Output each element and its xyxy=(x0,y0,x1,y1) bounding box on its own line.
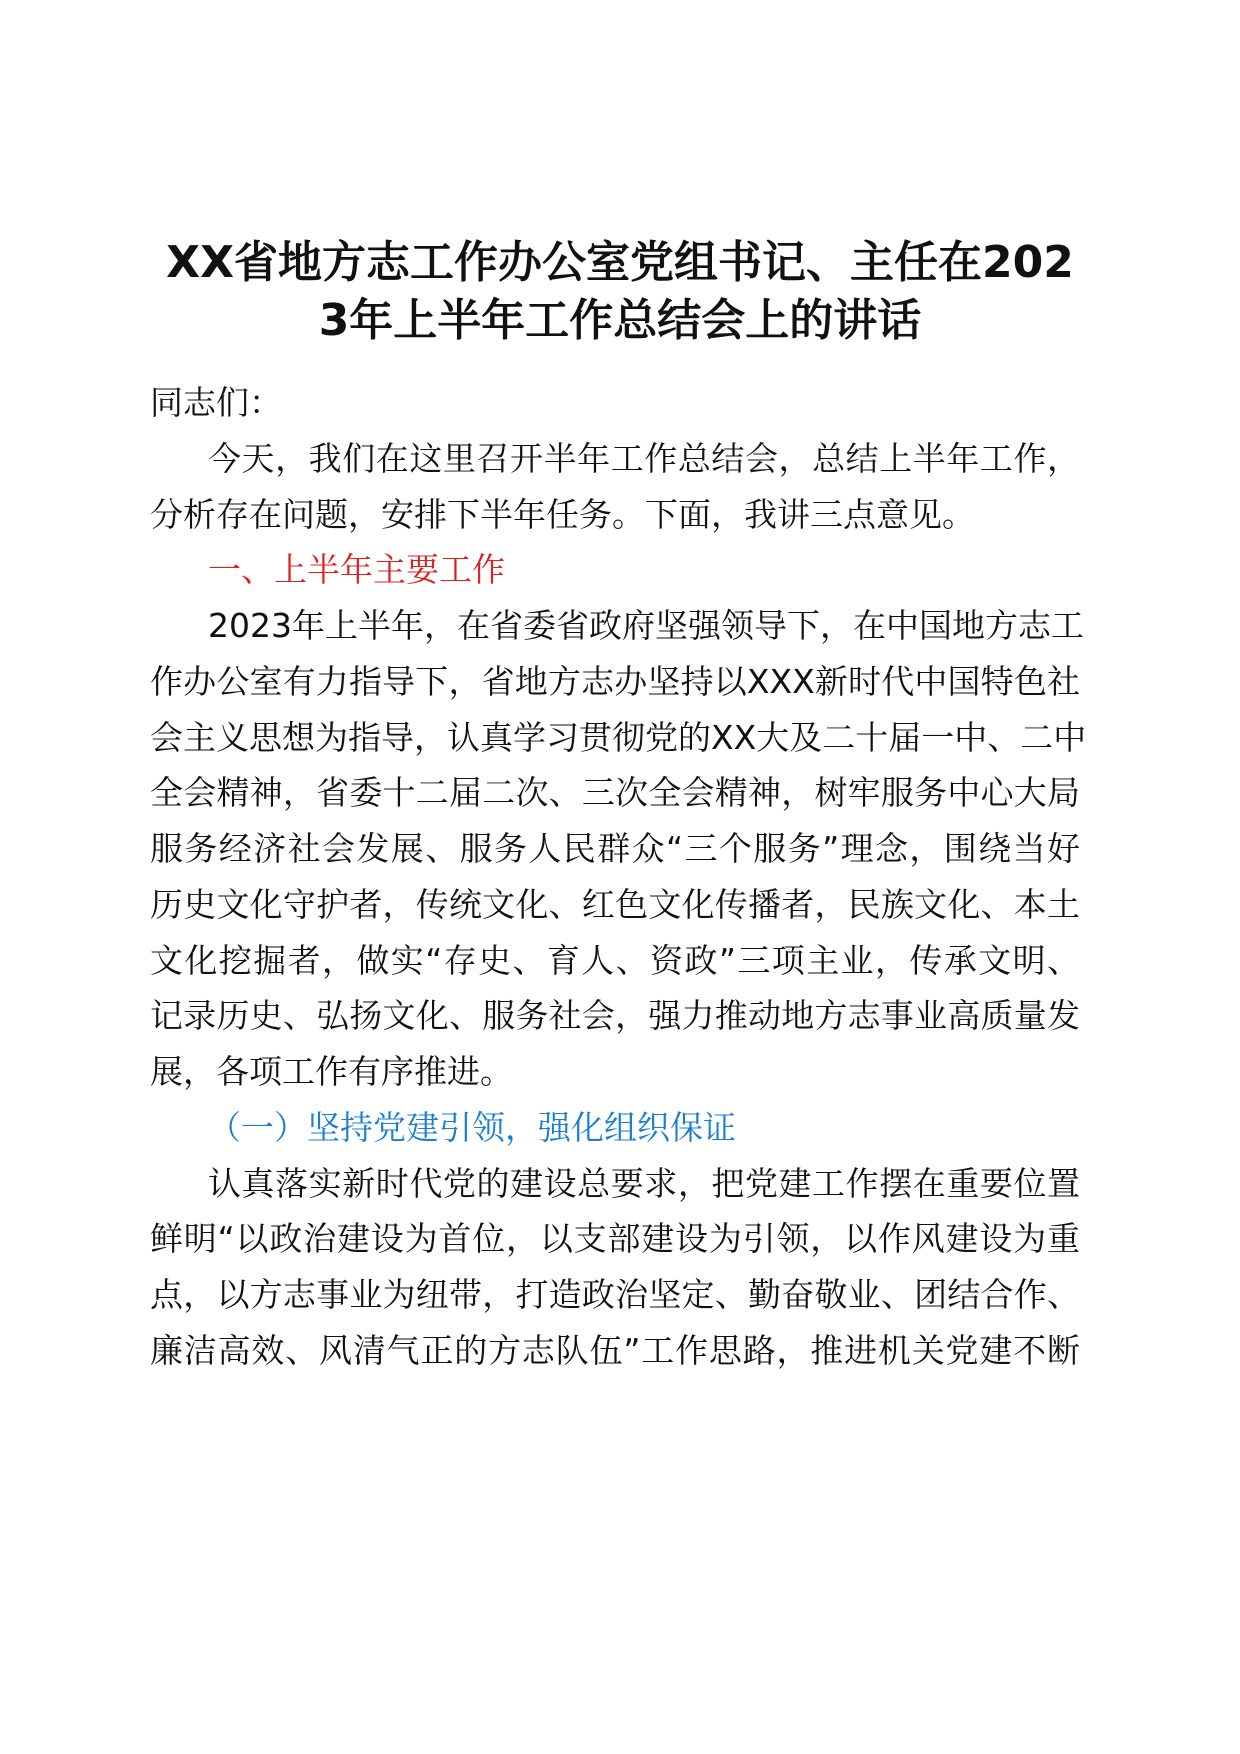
document-title-line-2: 3年上半年工作总结会上的讲话 xyxy=(318,295,922,346)
intro-line-1: 今天，我们在这里召开半年工作总结会，总结上半年工作， xyxy=(208,439,1080,478)
paragraph-1-line-8: 记录历史、弘扬文化、服务社会，强力推动地方志事业高质量发 xyxy=(150,996,1080,1035)
paragraph-2-line-1: 认真落实新时代党的建设总要求，把党建工作摆在重要位置 xyxy=(208,1164,1080,1203)
salutation: 同志们： xyxy=(150,383,282,422)
paragraph-2-line-3: 点，以方志事业为纽带，打造政治坚定、勤奋敬业、团结合作、 xyxy=(150,1275,1080,1314)
paragraph-1-line-9: 展，各项工作有序推进。 xyxy=(150,1052,513,1091)
paragraph-2-line-2: 鲜明“以政治建设为首位，以支部建设为引领，以作风建设为重 xyxy=(150,1219,1080,1258)
subsection-heading-1: （一）坚持党建引领，强化组织保证 xyxy=(208,1108,736,1147)
paragraph-1-line-4: 全会精神，省委十二届二次、三次全会精神，树牢服务中心大局 xyxy=(150,773,1080,812)
paragraph-1-line-6: 历史文化守护者，传统文化、红色文化传播者，民族文化、本土 xyxy=(150,885,1080,924)
document-title-line-1: XX省地方志工作办公室党组书记、主任在202 xyxy=(166,237,1074,288)
paragraph-1-line-3: 会主义思想为指导，认真学习贯彻党的XX大及二十届一中、二中 xyxy=(150,718,1087,757)
paragraph-1-line-7: 文化挖掘者，做实“存史、育人、资政”三项主业，传承文明、 xyxy=(150,941,1080,980)
section-heading-1: 一、上半年主要工作 xyxy=(208,550,505,589)
intro-line-2: 分析存在问题，安排下半年任务。下面，我讲三点意见。 xyxy=(150,495,975,534)
paragraph-1-line-1: 2023年上半年，在省委省政府坚强领导下，在中国地方志工 xyxy=(208,606,1084,645)
paragraph-2-line-4: 廉洁高效、风清气正的方志队伍”工作思路，推进机关党建不断 xyxy=(150,1331,1080,1370)
paragraph-1-line-5: 服务经济社会发展、服务人民群众“三个服务”理念，围绕当好 xyxy=(150,829,1080,868)
paragraph-1-line-2: 作办公室有力指导下，省地方志办坚持以XXX新时代中国特色社 xyxy=(150,662,1080,701)
